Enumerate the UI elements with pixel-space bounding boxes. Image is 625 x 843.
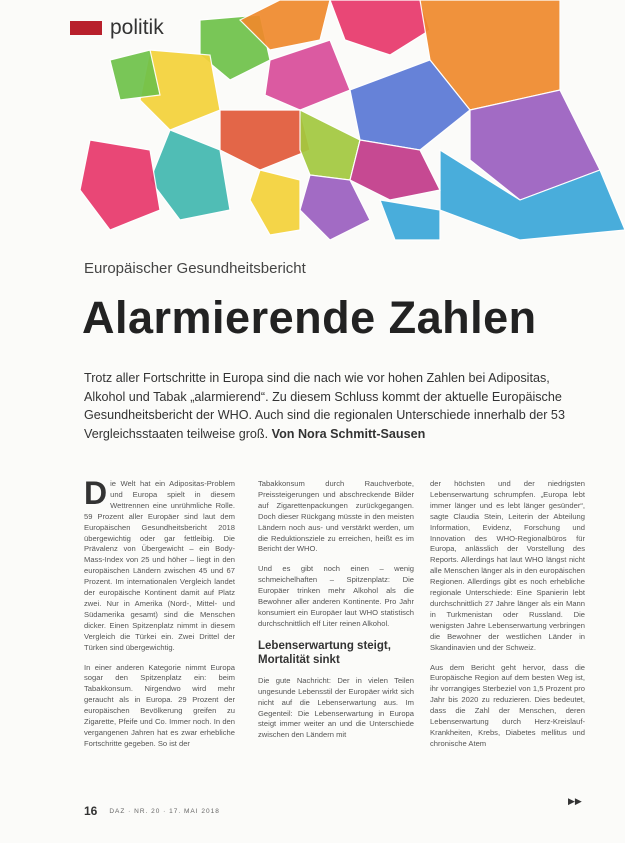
article-headline: Alarmierende Zahlen bbox=[82, 292, 537, 343]
article-column-3 bbox=[430, 479, 585, 759]
paragraph: Tabakkonsum durch Rauchverbote, Preissteigerungen und abschreckende Bilder auf Zigarettenpackungen zurückgegangen. Doch dieser Rückgang müsste in den meisten Ländern noch aus- und verstärkt werden, um die Reduktionsziele zu erreichen, heißt es im Bericht der WHO. bbox=[258, 479, 414, 554]
article-column-1 bbox=[84, 475, 235, 759]
paragraph: In einer anderen Kategorie nimmt Europa sogar den Spitzenplatz ein: beim Tabakkonsum. Nirgendwo wird mehr geraucht als in Europa. 29 Prozent der europäischen Bevölkerung greifen zu Zigarette, Pfeife und Co. Immer noch. In den vergangenen Jahren hat es zwar erhebliche Fortschritte gegeben. So ist der bbox=[84, 662, 235, 748]
paragraph: der höchsten und der niedrigsten Lebenserwartung schrumpfen. „Europa lebt immer länger und es lebt länger gesünder“, sagte Claudia Stein, Leiterin der Abteilung Information, Evidenz, Forschung und Innovation des WHO-Regionalbüros für Europa, anlässlich der Vorstellung des Reports. Allerdings hat laut WHO längst nicht alle Menschen länger als in den europäischen Regionen. Allerdings gibt es noch erhebliche regionale Unterschiede: Eine Spanierin lebt durchschnittlich 27 Jahre länger als ein Mann in Turkmenistan oder Russland. Die wenigsten Jahre Lebenserwartung verbringen die Bewohner der westlichen Länder in Skandinavien und der Schweiz. bbox=[430, 479, 585, 652]
section-tag bbox=[70, 14, 164, 42]
section-label: politik bbox=[110, 16, 164, 39]
paragraph: Die gute Nachricht: Der in vielen Teilen ungesunde Lebensstil der Europäer wirkt sich nicht auf die Lebenserwartung aus. Im Gegenteil: Die Lebenserwartung in Europa steigt immer weiter an und die Unterschiede zwischen den Ländern mit bbox=[258, 675, 414, 740]
article-column-2 bbox=[258, 479, 414, 750]
drop-cap: D bbox=[84, 475, 108, 511]
paragraph: Und es gibt noch einen – wenig schmeichelhaften – Spitzenplatz: Die Europäer trinken mehr Alkohol als die Bewohner aller anderen Kontinente. Pro Jahr konsumiert ein Europäer laut WHO statistisch durchschnittlich elf Liter reinen Alkohol. bbox=[258, 564, 414, 628]
section-accent-bar bbox=[70, 21, 102, 35]
paragraph-text: ie Welt hat ein Adipositas-Problem und Europa spielt in diesem Wettrennen eine unrühmliche Rolle. 59 Prozent aller Europäer sind laut dem Europäischen Gesundheitsbericht 2018 übergewichtig oder gar fettleibig. Die Prävalenz von Übergewicht – ein Body-Mass-Index von 25 und höher – liegt in den europäischen Ländern zwischen 45 und 67 Prozent. Im internationalen Vergleich landet der europäische Kontinent damit auf Platz zwei. Nur in Amerika (Nord-, Mittel- und Südamerika gesamt) sind die Menschen dicker. Einen Spitzenplatz nimmt in diesem Vergleich die Türkei ein. Zwei Drittel der Türken sind übergewichtig. bbox=[84, 479, 235, 652]
page-footer bbox=[84, 803, 220, 819]
issue-info: DAZ · NR. 20 · 17. MAI 2018 bbox=[109, 807, 220, 815]
paragraph bbox=[84, 475, 235, 654]
author-byline: Von Nora Schmitt-Sausen bbox=[271, 426, 426, 441]
page-number: 16 bbox=[84, 804, 98, 818]
article-lead bbox=[84, 369, 582, 443]
subheading: Lebenserwartung steigt, Mortalität sinkt bbox=[258, 639, 391, 666]
continue-arrow-icon: ▶▶ bbox=[568, 796, 582, 806]
article-kicker: Europäischer Gesundheitsbericht bbox=[84, 260, 306, 277]
lead-text: Trotz aller Fortschritte in Europa sind die nach wie vor hohen Zahlen bei Adipositas, Alkohol und Tabak „alarmierend“. Zu diesem Schluss kommt der aktuelle Europäische Gesundheitsbericht der WHO. Auch sind die regionalen Unterschiede innerhalb der 53 Vergleichsstaaten teilweise groß. bbox=[84, 371, 565, 441]
paragraph: Aus dem Bericht geht hervor, dass die Europäische Region auf dem besten Weg ist, ihr vorrangiges Sterbeziel von 1,5 Prozent pro Jahr bis 2020 zu reduzieren. Dies bedeutet, dass die Zahl der Menschen, deren Lebenserwartung durch Herz-Kreislauf-Krankheiten, Krebs, Diabetes mellitus und chronische Atem bbox=[430, 662, 585, 748]
